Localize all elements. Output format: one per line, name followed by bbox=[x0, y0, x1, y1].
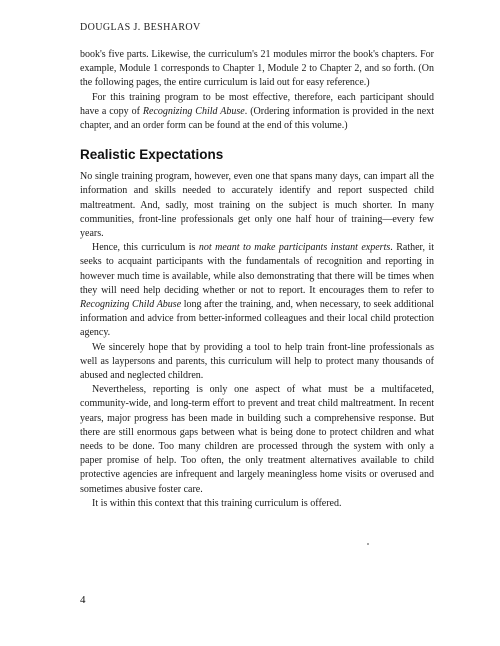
section-heading: Realistic Expectations bbox=[80, 147, 224, 163]
running-head: DOUGLAS J. BESHAROV bbox=[80, 22, 201, 33]
intro-paragraph-2-text-a: For this training program to be most effective, therefore, each participant should have a copy of bbox=[80, 91, 434, 117]
section-paragraph-1: No single training program, however, even one that spans many days, can impart all the information and skills needed to accurately identify and report suspected child maltreatment. And, sadly, most training on the subject is much shorter. In many communities, front-line professionals get only one half hour of training—every few years. bbox=[80, 171, 434, 240]
section-paragraph-3: We sincerely hope that by providing a tool to help train front-line professionals as well as laypersons and parents, this curriculum will help to protect many thousands of abused and neglected children. bbox=[80, 341, 434, 382]
document-page bbox=[80, 22, 434, 511]
intro-paragraph-2-text-b: . (Ordering information is provided in the next chapter, and an order form can be found at the end of this volume.) bbox=[80, 105, 434, 132]
section-paragraph-4: Nevertheless, reporting is only one aspect of what must be a multifaceted, community-wide, and long-term effort to prevent and treat child maltreatment. In recent years, major progress has been made in building such a comprehensive response. But there are still enormous gaps between what is being done to protect children and what needs to be done. Too many children are processed through the system with only a paper promise of help. Too often, the only treatment alternatives available to child protective agencies are infrequent and largely meaningless home visits or overused and sometimes abusive foster care. bbox=[80, 384, 434, 495]
intro-paragraph-1: book's five parts. Likewise, the curriculum's 21 modules mirror the book's chapters. For example, Module 1 corresponds to Chapter 1, Module 2 to Chapter 2, and so forth. (On the following pages, the entire curriculum is laid out for easy reference.) bbox=[80, 49, 434, 89]
intro-paragraph-2 bbox=[80, 91, 434, 134]
scan-speck bbox=[367, 543, 369, 545]
section-paragraph-2-text-b: . Rather, it seeks to acquaint participants with the fundamentals of recognition and reporting in however much time is available, while also demonstrating that there will be times when they will need help deciding whether or not to report. It encourages them to refer to bbox=[80, 242, 434, 296]
page-number: 4 bbox=[80, 594, 86, 606]
section-paragraph-2-text-c: long after the training, and, when necessary, to seek additional information and advice from better-informed colleagues and their local child protection agency. bbox=[80, 299, 434, 339]
section-paragraph-2 bbox=[80, 241, 434, 340]
book-title: Recognizing Child Abuse bbox=[80, 299, 182, 311]
section-paragraph-5: It is within this context that this training curriculum is offered. bbox=[92, 497, 342, 509]
book-title: Recognizing Child Abuse bbox=[142, 105, 245, 117]
emphasis-text: not meant to make participants instant experts bbox=[198, 242, 391, 254]
section-paragraph-2-text-a: Hence, this curriculum is bbox=[92, 242, 199, 254]
